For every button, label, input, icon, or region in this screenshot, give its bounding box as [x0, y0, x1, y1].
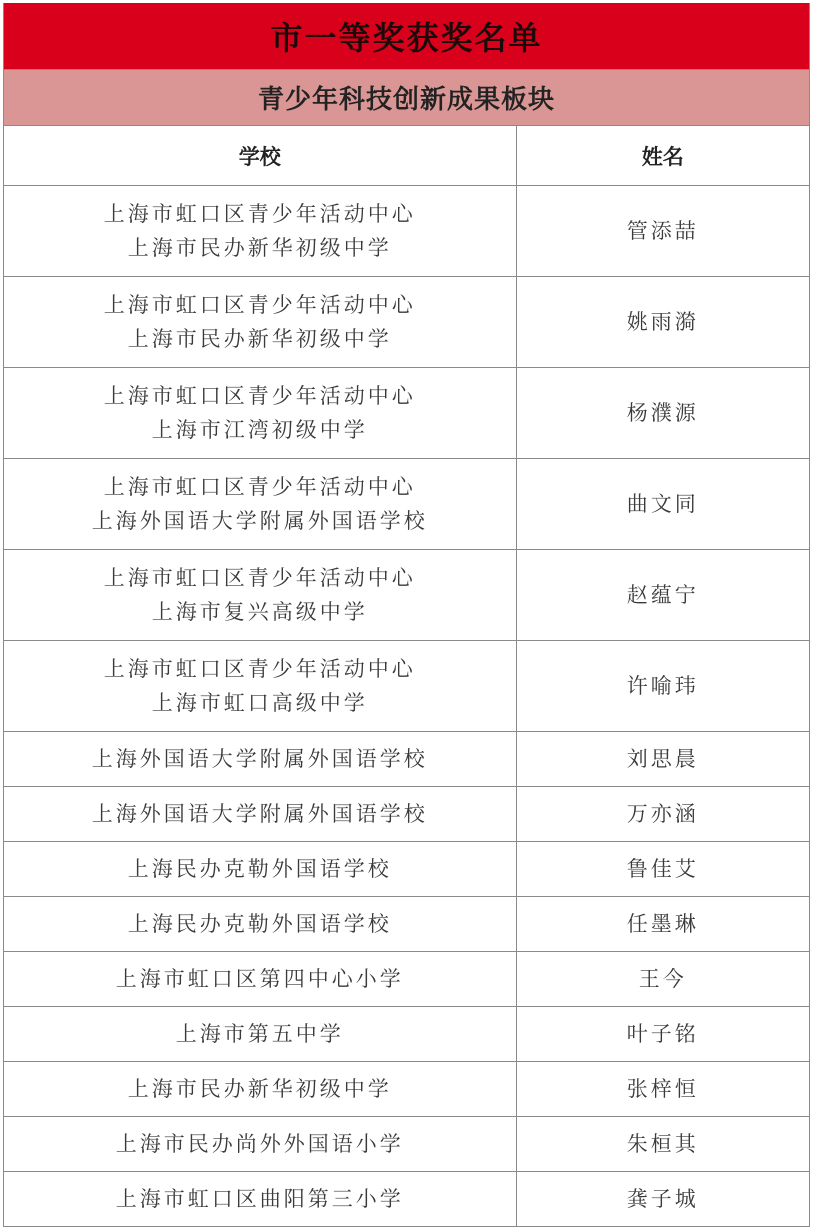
- section-subtitle: 青少年科技创新成果板块: [4, 70, 809, 126]
- table-row: [4, 1062, 809, 1117]
- column-header-school: 学校: [4, 126, 516, 186]
- school-name: 上海市江湾初级中学: [151, 418, 368, 442]
- column-header-name: 姓名: [516, 126, 809, 186]
- student-name-cell: 杨濮源: [516, 368, 809, 459]
- table-row: [4, 732, 809, 787]
- table-row: [4, 550, 809, 641]
- award-list-sheet: [3, 3, 810, 1227]
- table-row: [4, 897, 809, 952]
- student-name-cell: 龚子城: [516, 1172, 809, 1227]
- school-name: 上海市虹口区青少年活动中心: [103, 293, 416, 317]
- school-cell: [4, 1172, 516, 1227]
- table-row: [4, 459, 809, 550]
- school-name: 上海市虹口区曲阳第三小学: [115, 1187, 404, 1211]
- table-row: [4, 1117, 809, 1172]
- student-name-cell: 鲁佳艾: [516, 842, 809, 897]
- school-cell: [4, 186, 516, 277]
- student-name-cell: 任墨琳: [516, 897, 809, 952]
- school-name: 上海民办克勒外国语学校: [127, 912, 392, 936]
- table-row: [4, 368, 809, 459]
- school-name: 上海外国语大学附属外国语学校: [91, 509, 428, 533]
- school-name: 上海市民办新华初级中学: [127, 1077, 392, 1101]
- table-row: [4, 952, 809, 1007]
- school-name: 上海市第五中学: [175, 1022, 344, 1046]
- table-row: [4, 641, 809, 732]
- school-name: 上海市民办尚外外国语小学: [115, 1132, 404, 1156]
- school-name: 上海市虹口区青少年活动中心: [103, 475, 416, 499]
- school-name: 上海市复兴高级中学: [151, 600, 368, 624]
- table-row: [4, 842, 809, 897]
- student-name-cell: 朱桓其: [516, 1117, 809, 1172]
- school-name: 上海民办克勒外国语学校: [127, 857, 392, 881]
- student-name-cell: 曲文同: [516, 459, 809, 550]
- school-cell: [4, 277, 516, 368]
- table-body: [4, 186, 809, 1227]
- school-cell: [4, 459, 516, 550]
- student-name-cell: 王今: [516, 952, 809, 1007]
- school-cell: [4, 1062, 516, 1117]
- school-cell: [4, 1007, 516, 1062]
- school-name: 上海外国语大学附属外国语学校: [91, 747, 428, 771]
- table-row: [4, 787, 809, 842]
- school-name: 上海市虹口区青少年活动中心: [103, 202, 416, 226]
- school-cell: [4, 842, 516, 897]
- school-name: 上海市民办新华初级中学: [127, 236, 392, 260]
- student-name-cell: 刘思晨: [516, 732, 809, 787]
- school-name: 上海市虹口区青少年活动中心: [103, 657, 416, 681]
- table-row: [4, 186, 809, 277]
- student-name-cell: 张梓恒: [516, 1062, 809, 1117]
- page-title: 市一等奖获奖名单: [4, 3, 809, 70]
- student-name-cell: 姚雨漪: [516, 277, 809, 368]
- winners-table: [4, 126, 809, 1227]
- school-cell: [4, 732, 516, 787]
- student-name-cell: 叶子铭: [516, 1007, 809, 1062]
- student-name-cell: 许喻玮: [516, 641, 809, 732]
- school-cell: [4, 787, 516, 842]
- student-name-cell: 万亦涵: [516, 787, 809, 842]
- table-header-row: [4, 126, 809, 186]
- school-cell: [4, 641, 516, 732]
- school-cell: [4, 368, 516, 459]
- table-row: [4, 277, 809, 368]
- school-name: 上海市民办新华初级中学: [127, 327, 392, 351]
- school-cell: [4, 897, 516, 952]
- school-name: 上海外国语大学附属外国语学校: [91, 802, 428, 826]
- school-cell: [4, 952, 516, 1007]
- school-cell: [4, 550, 516, 641]
- school-name: 上海市虹口区青少年活动中心: [103, 566, 416, 590]
- school-name: 上海市虹口区第四中心小学: [115, 967, 404, 991]
- school-name: 上海市虹口区青少年活动中心: [103, 384, 416, 408]
- student-name-cell: 赵蕴宁: [516, 550, 809, 641]
- student-name-cell: 管添喆: [516, 186, 809, 277]
- school-cell: [4, 1117, 516, 1172]
- school-name: 上海市虹口高级中学: [151, 691, 368, 715]
- table-row: [4, 1172, 809, 1227]
- table-row: [4, 1007, 809, 1062]
